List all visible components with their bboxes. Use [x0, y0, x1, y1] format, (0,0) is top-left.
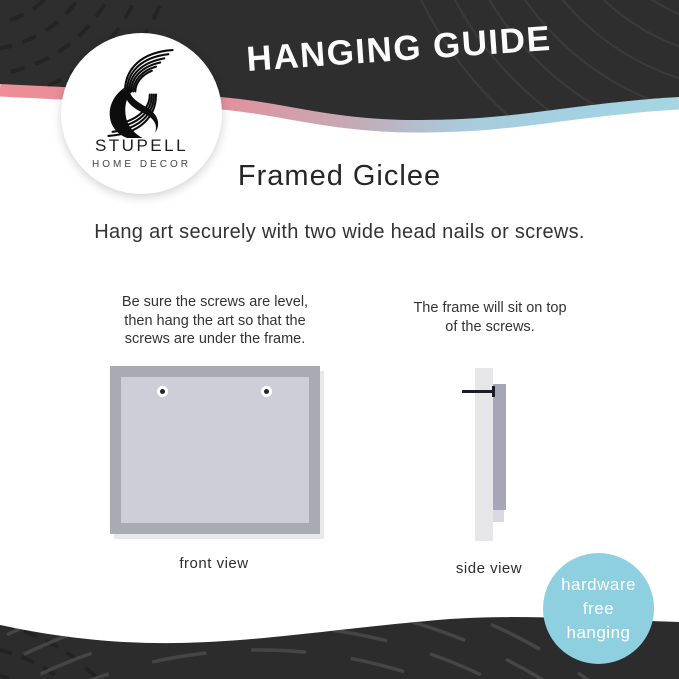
badge-line: free	[582, 598, 615, 618]
brand-tagline: HOME DECOR	[92, 159, 191, 170]
product-type-subtitle: Framed Giclee	[237, 160, 442, 192]
front-view-frame-inner	[121, 377, 309, 523]
front-view-instruction	[100, 293, 330, 349]
badge-line: hardware	[561, 574, 636, 594]
badge-line: hanging	[566, 622, 631, 642]
screw-right	[261, 386, 272, 397]
side-view-instruction	[390, 299, 590, 336]
nail-head	[492, 386, 495, 397]
front-view-label: front view	[179, 555, 249, 572]
screw-left	[157, 386, 168, 397]
front-view-instruction-line: screws are under the frame.	[124, 331, 306, 347]
nail	[462, 390, 494, 393]
side-view-instruction-line: The frame will sit on top	[413, 300, 567, 316]
page-title: HANGING GUIDE	[245, 18, 553, 80]
side-view-label: side view	[455, 560, 523, 577]
side-view-instruction-line: of the screws.	[445, 318, 535, 335]
hardware-free-hanging-badge	[543, 553, 654, 664]
intro-text: Hang art securely with two wide head nails or screws.	[94, 221, 585, 243]
front-view-frame-diagram	[110, 366, 320, 534]
brand-name: STUPELL	[94, 136, 189, 155]
side-view-frame-shadow	[493, 510, 504, 522]
side-view-frame	[493, 384, 506, 510]
stupell-logo-s-icon	[101, 48, 181, 138]
stupell-logo	[61, 33, 222, 194]
front-view-instruction-line: Be sure the screws are level,	[121, 294, 309, 310]
front-view-instruction-line: then hang the art so that the	[124, 312, 306, 329]
side-view-wall	[475, 368, 493, 541]
